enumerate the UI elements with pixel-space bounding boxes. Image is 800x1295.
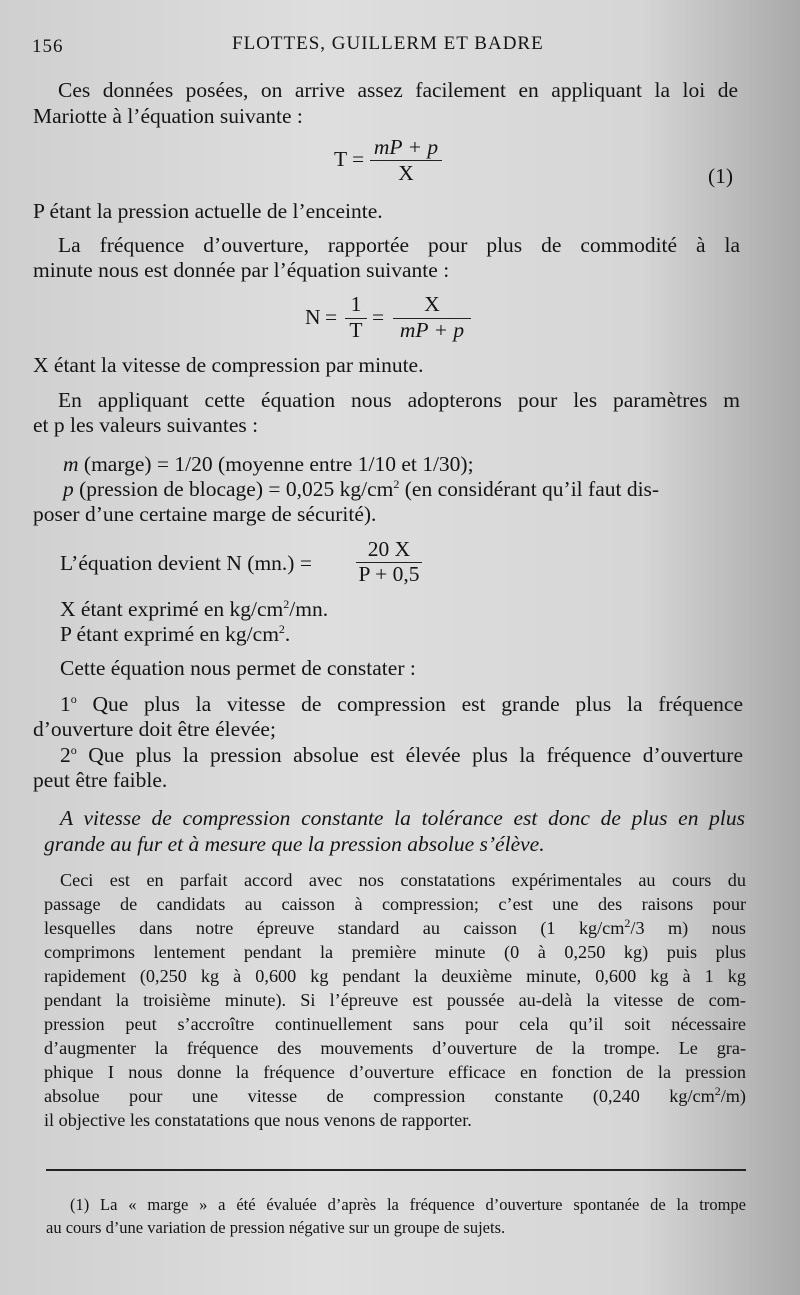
p-definition-a: (pression de blocage) = 0,025 kg/cm bbox=[79, 477, 394, 501]
point-2-num: 2 bbox=[60, 743, 71, 767]
para-line-1: Ceci est en parfait accord avec nos constatations expérimentales au cours du bbox=[60, 870, 746, 890]
para-line-6: pendant la troisième minute). Si l’épreuve est poussée au-delà la vitesse de com- bbox=[44, 990, 746, 1010]
p-units-a: P étant exprimé en kg/cm bbox=[60, 622, 279, 646]
p-units-sup: 2 bbox=[278, 621, 285, 636]
conclusion-line-1: A vitesse de compression constante la tolérance est donc de plus en plus bbox=[60, 806, 745, 830]
page-number: 156 bbox=[32, 36, 64, 57]
para-line-9: phique I nous donne la fréquence d’ouverture efficace en fonction de la pression bbox=[44, 1062, 746, 1082]
p-definition: P étant la pression actuelle de l’enceinte. bbox=[33, 199, 383, 223]
eq2-lhs: N bbox=[305, 305, 321, 329]
intro-line-2: Mariotte à l’équation suivante : bbox=[33, 104, 303, 128]
para-line-10-sup: 2 bbox=[714, 1083, 721, 1098]
freq-line-1: La fréquence d’ouverture, rapportée pour plus de commodité à la bbox=[58, 233, 740, 257]
p-parameter-line-2: poser d’une certaine marge de sécurité). bbox=[33, 502, 377, 526]
eq2-denominator-2: mP + p bbox=[399, 318, 465, 342]
para-line-3-a: lesquelles dans notre épreuve standard au caisson (1 kg/cm bbox=[44, 918, 625, 938]
eq1-denominator: X bbox=[398, 161, 414, 185]
m-parameter bbox=[63, 452, 474, 477]
para-line-5: rapidement (0,250 kg à 0,600 kg pendant la deuxième minute, 0,600 kg à 1 kg bbox=[44, 966, 746, 986]
eq2-denominator-1: T bbox=[349, 318, 363, 342]
p-definition-b: (en considérant qu’il faut dis- bbox=[399, 477, 660, 501]
point-2-line-2: peut être faible. bbox=[33, 768, 168, 792]
m-definition: (marge) = 1/20 (moyenne entre 1/10 et 1/30); bbox=[83, 452, 474, 476]
point-2-sup: o bbox=[70, 742, 77, 757]
eq2-equals-1: = bbox=[325, 305, 338, 329]
para-line-2: passage de candidats au caisson à compression; c’est une des raisons pour bbox=[44, 894, 746, 914]
point-1-line-2: d’ouverture doit être élevée; bbox=[33, 717, 276, 741]
eq1-lhs: T bbox=[334, 147, 348, 171]
x-units-sup: 2 bbox=[283, 596, 290, 611]
eq3-numerator: 20 X bbox=[367, 537, 411, 561]
para-line-11: il objective les constatations que nous venons de rapporter. bbox=[44, 1110, 472, 1130]
params-line-2: et p les valeurs suivantes : bbox=[33, 413, 259, 437]
eq1-equals: = bbox=[352, 147, 365, 171]
conclusion-line-2: grande au fur et à mesure que la pression absolue s’élève. bbox=[44, 832, 545, 856]
running-title: FLOTTES, GUILLERM ET BADRE bbox=[232, 33, 544, 54]
m-variable: m bbox=[63, 452, 79, 476]
point-2-line-1 bbox=[60, 743, 743, 768]
x-units-a: X étant exprimé en kg/cm bbox=[60, 597, 284, 621]
footnote-rule bbox=[46, 1169, 746, 1171]
x-units bbox=[60, 597, 328, 622]
para-line-10-b: /m) bbox=[720, 1086, 746, 1106]
eq2-equals-2: = bbox=[372, 305, 385, 329]
footnote-line-1: (1) La « marge » a été évaluée d’après la fréquence d’ouverture spontanée de la trompe bbox=[70, 1195, 746, 1214]
para-line-10-a: absolue pour une vitesse de compression constante (0,240 kg/cm bbox=[44, 1086, 715, 1106]
para-line-3-b: /3 m) nous bbox=[630, 918, 746, 938]
para-line-3 bbox=[44, 917, 746, 941]
para-line-7: pression peut s’accroître continuellement sans pour cela qu’il soit nécessaire bbox=[44, 1014, 746, 1034]
point-1-line-1 bbox=[60, 692, 743, 717]
p-units bbox=[60, 622, 290, 647]
para-line-3-sup: 2 bbox=[624, 915, 631, 930]
params-line-1: En appliquant cette équation nous adopterons pour les paramètres m bbox=[58, 388, 740, 412]
x-units-b: /mn. bbox=[289, 597, 329, 621]
eq1-number: (1) bbox=[708, 164, 734, 188]
point-1-text: Que plus la vitesse de compression est grande plus la fréquence bbox=[76, 692, 743, 716]
eq3-text: L’équation devient N (mn.) = bbox=[60, 551, 312, 575]
point-2-text: Que plus la pression absolue est élevée plus la fréquence d’ouverture bbox=[76, 743, 743, 767]
para-line-4: comprimons lentement pendant la première minute (0 à 0,250 kg) puis plus bbox=[44, 942, 746, 962]
point-1-num: 1 bbox=[60, 692, 71, 716]
p-parameter-line-1 bbox=[63, 477, 659, 502]
eq3-denominator: P + 0,5 bbox=[358, 562, 420, 586]
para-line-10 bbox=[44, 1085, 746, 1109]
footnote-line-2: au cours d’une variation de pression négative sur un groupe de sujets. bbox=[46, 1218, 506, 1237]
intro-line-1: Ces données posées, on arrive assez facilement en appliquant la loi de bbox=[58, 78, 738, 102]
p-units-b: . bbox=[284, 622, 291, 646]
eq2-numerator-2: X bbox=[424, 292, 440, 316]
p-variable: p bbox=[63, 477, 74, 501]
x-definition: X étant la vitesse de compression par minute. bbox=[33, 353, 424, 377]
eq1-numerator: mP + p bbox=[373, 135, 439, 159]
freq-line-2: minute nous est donnée par l’équation suivante : bbox=[33, 258, 450, 282]
observe-line: Cette équation nous permet de constater : bbox=[60, 656, 416, 680]
p-definition-sup: 2 bbox=[393, 476, 400, 491]
para-line-8: d’augmenter la fréquence des mouvements d’ouverture de la trompe. Le gra- bbox=[44, 1038, 746, 1058]
point-1-sup: o bbox=[70, 691, 77, 706]
eq2-numerator-1: 1 bbox=[350, 292, 362, 316]
